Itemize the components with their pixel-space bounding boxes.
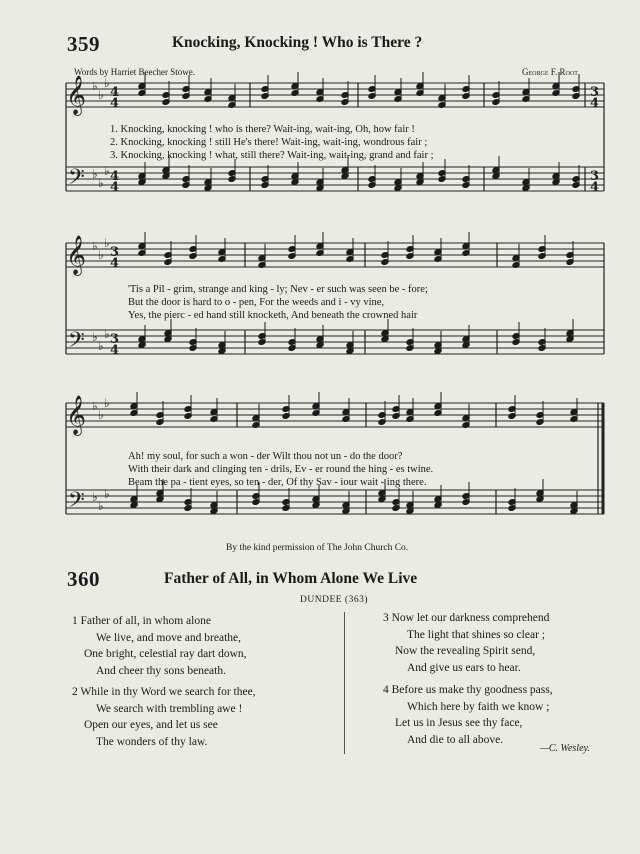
system2-lyric-verse2: But the door is hard to o - pen, For the weeds and i - vy vine, <box>128 297 385 308</box>
system1-lyric-verse1: 1. Knocking, knocking ! who is there? Wait-ing, wait-ing, Oh, how fair ! <box>110 124 415 135</box>
svg-text:𝄞: 𝄞 <box>66 395 87 435</box>
verse-line: 2 While in thy Word we search for thee, <box>72 686 256 698</box>
composer-credit: George F. Root. <box>522 67 581 77</box>
verse-line: And cheer thy sons beneath. <box>96 664 226 677</box>
verse-line: Open our eyes, and let us see <box>84 719 218 732</box>
svg-text:4: 4 <box>110 256 120 271</box>
svg-text:3: 3 <box>110 332 120 347</box>
svg-text:♭: ♭ <box>98 88 104 102</box>
system1-treble-staff <box>66 83 604 107</box>
svg-text:♭: ♭ <box>92 239 98 253</box>
permission-note: By the kind permission of The John Church Co. <box>226 543 409 553</box>
author-attribution: —C. Wesley. <box>540 743 590 754</box>
svg-text:4: 4 <box>110 96 120 111</box>
svg-text:♭: ♭ <box>92 490 98 504</box>
svg-text:3: 3 <box>110 245 120 260</box>
verse-2 <box>72 684 256 750</box>
svg-text:♭: ♭ <box>104 327 110 341</box>
hymn-number-360: 360 <box>67 567 100 591</box>
svg-text:3: 3 <box>590 85 600 100</box>
verse-line: We search with trembling awe ! <box>96 702 243 715</box>
verse-line: The light that shines so clear ; <box>407 628 545 641</box>
svg-text:♭: ♭ <box>104 487 110 501</box>
svg-text:♭: ♭ <box>92 399 98 413</box>
svg-text:♭: ♭ <box>98 408 104 422</box>
verse-1 <box>72 613 247 679</box>
svg-text:♭: ♭ <box>104 236 110 250</box>
hymn-title: Knocking, Knocking ! Who is There ? <box>172 34 423 51</box>
verse-line: Which here by faith we know ; <box>407 700 550 713</box>
system1-lyric-verse3: 3. Knocking, knocking ! what, still there? Wait-ing, wait-ing, grand and fair ; <box>110 150 434 161</box>
verse-line: 3 Now let our darkness comprehend <box>383 612 550 624</box>
svg-text:𝄞: 𝄞 <box>66 75 87 115</box>
svg-text:♭: ♭ <box>92 79 98 93</box>
svg-text:♭: ♭ <box>92 167 98 181</box>
verse-line: Let us in Jesus see thy face, <box>395 717 523 730</box>
svg-text:𝄞: 𝄞 <box>66 235 87 275</box>
hymn-number: 359 <box>67 32 100 56</box>
hymn-title-360: Father of All, in Whom Alone We Live <box>164 570 418 587</box>
system3-lyric-verse1: Ah! my soul, for such a won - der Wilt thou not un - do the door? <box>128 451 403 462</box>
verse-line: 4 Before us make thy goodness pass, <box>383 684 553 696</box>
svg-text:♭: ♭ <box>98 248 104 262</box>
svg-text:3: 3 <box>590 169 600 184</box>
system1-lyric-verse2: 2. Knocking, knocking ! still He's there! Wait-ing, wait-ing, wondrous fair ; <box>110 137 428 148</box>
system2-lyric-verse3: Yes, the pierc - ed hand still knocketh, And beneath the crowned hair <box>128 310 418 321</box>
svg-text:♭: ♭ <box>92 330 98 344</box>
svg-text:𝄢: 𝄢 <box>68 328 85 358</box>
svg-text:4: 4 <box>110 343 120 358</box>
system3-lyric-verse3: Beam the pa - tient eyes, so ten - der, Of thy Sav - iour wait - ing there. <box>128 477 427 488</box>
verse-line: We live, and move and breathe, <box>96 631 242 644</box>
verse-line: One bright, celestial ray dart down, <box>84 648 247 661</box>
system2-lyric-verse1: 'Tis a Pil - grim, strange and king - ly; Nev - er such was seen be - fore; <box>128 284 428 295</box>
svg-text:♭: ♭ <box>98 339 104 353</box>
svg-text:♭: ♭ <box>104 164 110 178</box>
verse-line: And give us ears to hear. <box>407 661 521 674</box>
words-credit: Words by Harriet Beecher Stowe. <box>74 67 195 77</box>
svg-text:𝄢: 𝄢 <box>68 488 85 518</box>
svg-text:𝄢: 𝄢 <box>68 165 85 195</box>
system3-lyric-verse2: With their dark and clinging ten - drils, Ev - er round the hing - es twine. <box>128 464 434 475</box>
tune-name: DUNDEE (363) <box>300 595 369 605</box>
column-divider <box>344 612 345 754</box>
svg-text:♭: ♭ <box>104 76 110 90</box>
svg-text:4: 4 <box>590 180 600 195</box>
verse-line: 1 Father of all, in whom alone <box>72 615 211 627</box>
verse-4 <box>383 682 553 748</box>
svg-text:♭: ♭ <box>98 499 104 513</box>
svg-text:4: 4 <box>110 169 120 184</box>
svg-text:♭: ♭ <box>98 176 104 190</box>
verse-line: And die to all above. <box>407 733 504 746</box>
verse-line: The wonders of thy law. <box>96 735 208 748</box>
svg-text:4: 4 <box>590 96 600 111</box>
verse-3 <box>383 610 549 676</box>
verse-line: Now the revealing Spirit send, <box>395 645 536 658</box>
svg-text:4: 4 <box>110 85 120 100</box>
svg-text:♭: ♭ <box>104 396 110 410</box>
svg-text:4: 4 <box>110 180 120 195</box>
